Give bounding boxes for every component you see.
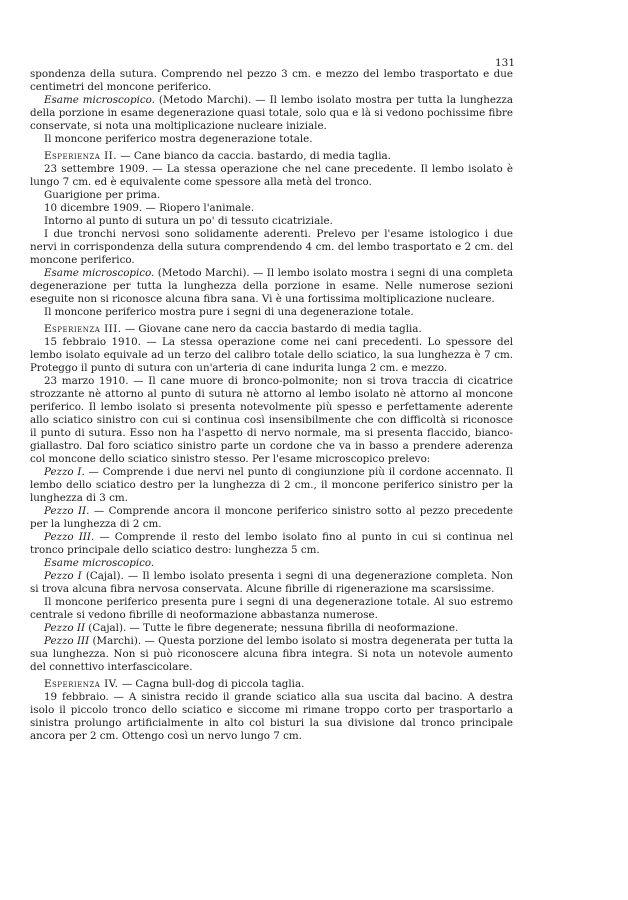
paragraph-text: Il moncone periferico mostra degenerazione totale. (44, 133, 313, 145)
paragraph (30, 163, 513, 189)
paragraph-text: Il moncone periferico presenta pure i segni di una degenerazione totale. Al suo estremo centrale si vedono fibrille di neoformazione abbastanza numerose. (30, 596, 513, 621)
section-label: Esame microscopico. (44, 267, 155, 279)
paragraph (30, 678, 513, 691)
paragraph-text: (Metodo Marchi). — Il lembo isolato mostra per tutta la lunghezza della porzione in esame degenerazione quasi totale, solo qua e là si vedono pochissime fibre conservate, si nota una moltiplicazione nucleare iniziale. (30, 94, 513, 132)
paragraph (30, 133, 513, 146)
section-label: Esame microscopico. (44, 94, 155, 106)
paragraph (30, 336, 513, 375)
paragraph-text: — Comprende il resto del lembo isolato fino al punto in cui si continua nel tronco principale dello sciatico destro: lunghezza 5 cm. (30, 531, 513, 556)
section-label: Esame microscopico. (44, 557, 155, 569)
paragraph-text: 15 febbraio 1910. — La stessa operazione come nei cani precedenti. Lo spessore del lembo isolato equivale ad un terzo del calibro totale dello sciatico, la sua lunghezza è 7 cm. Proteggo il punto di sutura con un'arteria di cane indurita lunga 2 cm. e mezzo. (30, 336, 513, 374)
paragraph-text: 19 febbraio. — A sinistra recido il grande sciatico alla sua uscita dal bacino. A destra isolo il piccolo tronco dello sciatico e siccome mi rimane troppo corto per trasportarlo a sinistra prolungo artificialmente in alto col bisturi la sua divisione dal tronco principale ancora per 2 cm. Ottengo così un nervo lungo 7 cm. (30, 691, 513, 742)
paragraph (30, 202, 513, 215)
paragraph (30, 635, 513, 674)
paragraph-text: — Comprende i due nervi nel punto di congiunzione più il cordone accennato. Il lembo dello sciatico destro per la lunghezza di 2 cm., il moncone periferico sinistro per la lunghezza di 3 cm. (30, 466, 513, 504)
paragraph (30, 570, 513, 596)
paragraph-text: 23 settembre 1909. — La stessa operazione che nel cane precedente. Il lembo isolato è lungo 7 cm. ed è equivalente come spessore alla metà del tronco. (30, 163, 513, 188)
page-number: 131 (494, 57, 515, 69)
paragraph-text: spondenza della sutura. Comprendo nel pezzo 3 cm. e mezzo del lembo trasportato e due centimetri del moncone periferico. (30, 68, 513, 93)
paragraph-text: I due tronchi nervosi sono solidamente aderenti. Prelevo per l'esame istologico i due nervi in corrispondenza della sutura comprendendo 4 cm. del lembo trasportato e 2 cm. del moncone periferico. (30, 228, 513, 266)
paragraph-text: 10 dicembre 1909. — Riopero l'animale. (44, 202, 255, 214)
paragraph-text: Guarigione per prima. (44, 189, 161, 201)
section-label: Pezzo II. (44, 505, 90, 517)
paragraph-text: — Giovane cane nero da caccia bastardo di media taglia. (121, 323, 422, 335)
section-label: Pezzo I. (44, 466, 85, 478)
paragraph (30, 150, 513, 163)
paragraph (30, 267, 513, 306)
paragraph-text: — Cagna bull-dog di piccola taglia. (118, 678, 305, 690)
paragraph-text: — Comprende ancora il moncone periferico sinistro sotto al pezzo precedente per la lunghezza di 2 cm. (30, 505, 513, 530)
paragraph (30, 505, 513, 531)
section-label: Pezzo III (44, 635, 90, 647)
paragraph (30, 228, 513, 267)
paragraph-text: (Metodo Marchi). — Il lembo isolato mostra i segni di una completa degenerazione per tutta la lunghezza della porzione in esame. Nelle numerose sezioni eseguite non si riconosce alcuna fibra sana. Vi è una fortissima moltiplicazione nucleare. (30, 267, 513, 305)
paragraph (30, 68, 513, 94)
section-label: Pezzo I (44, 570, 82, 582)
paragraph-text: Il moncone periferico mostra pure i segni di una degenerazione totale. (44, 306, 414, 318)
experiment-heading: Esperienza III. (44, 323, 122, 335)
experiment-heading: Esperienza IV. (44, 678, 119, 690)
paragraph-text: Intorno al punto di sutura un po' di tessuto cicatriziale. (44, 215, 333, 227)
paragraph (30, 557, 513, 570)
paragraph (30, 466, 513, 505)
paragraph-text: (Marchi). — Questa porzione del lembo isolato si mostra degenerata per tutta la sua lunghezza. Non si può riconoscere alcuna fibra integra. Si nota un notevole aumento del connettivo interfascicolare. (30, 635, 513, 673)
paragraph (30, 94, 513, 133)
paragraph (30, 531, 513, 557)
paragraph (30, 306, 513, 319)
paragraph-text: — Cane bianco da caccia. bastardo, di media taglia. (117, 150, 391, 162)
paragraph (30, 189, 513, 202)
body-text (30, 68, 513, 743)
experiment-heading: Esperienza II. (44, 150, 118, 162)
paragraph-text: 23 marzo 1910. — Il cane muore di bronco-polmonite; non si trova traccia di cicatrice strozzante nè attorno al punto di sutura nè attorno al lembo isolato nè attorno al moncone periferico. Il lembo isolato si presenta notevolmente più spesso e perfettamente aderente allo sciatico sinistro con cui si continua così insensibilmente che con difficoltà si riconosce il punto di sutura. Esso non ha l'aspetto di nervo normale, ma si presenta flaccido, bianco-giallastro. Dal foro sciatico sinistro parte un cordone che va in basso a prendere aderenza col moncone dello sciatico sinistro stesso. Per l'esame microscopico prelevo: (30, 375, 513, 465)
paragraph (30, 323, 513, 336)
paragraph (30, 622, 513, 635)
section-label: Pezzo II (44, 622, 86, 634)
section-label: Pezzo III. (44, 531, 95, 543)
paragraph (30, 596, 513, 622)
paragraph-text: (Cajal). — Tutte le fibre degenerate; nessuna fibrilla di neoformazione. (85, 622, 459, 634)
paragraph (30, 691, 513, 743)
paragraph-text: (Cajal). — Il lembo isolato presenta i segni di una degenerazione completa. Non si trova alcuna fibra nervosa conservata. Alcune fibrille di rigenerazione ma scarsissime. (30, 570, 513, 595)
paragraph (30, 375, 513, 466)
paragraph (30, 215, 513, 228)
